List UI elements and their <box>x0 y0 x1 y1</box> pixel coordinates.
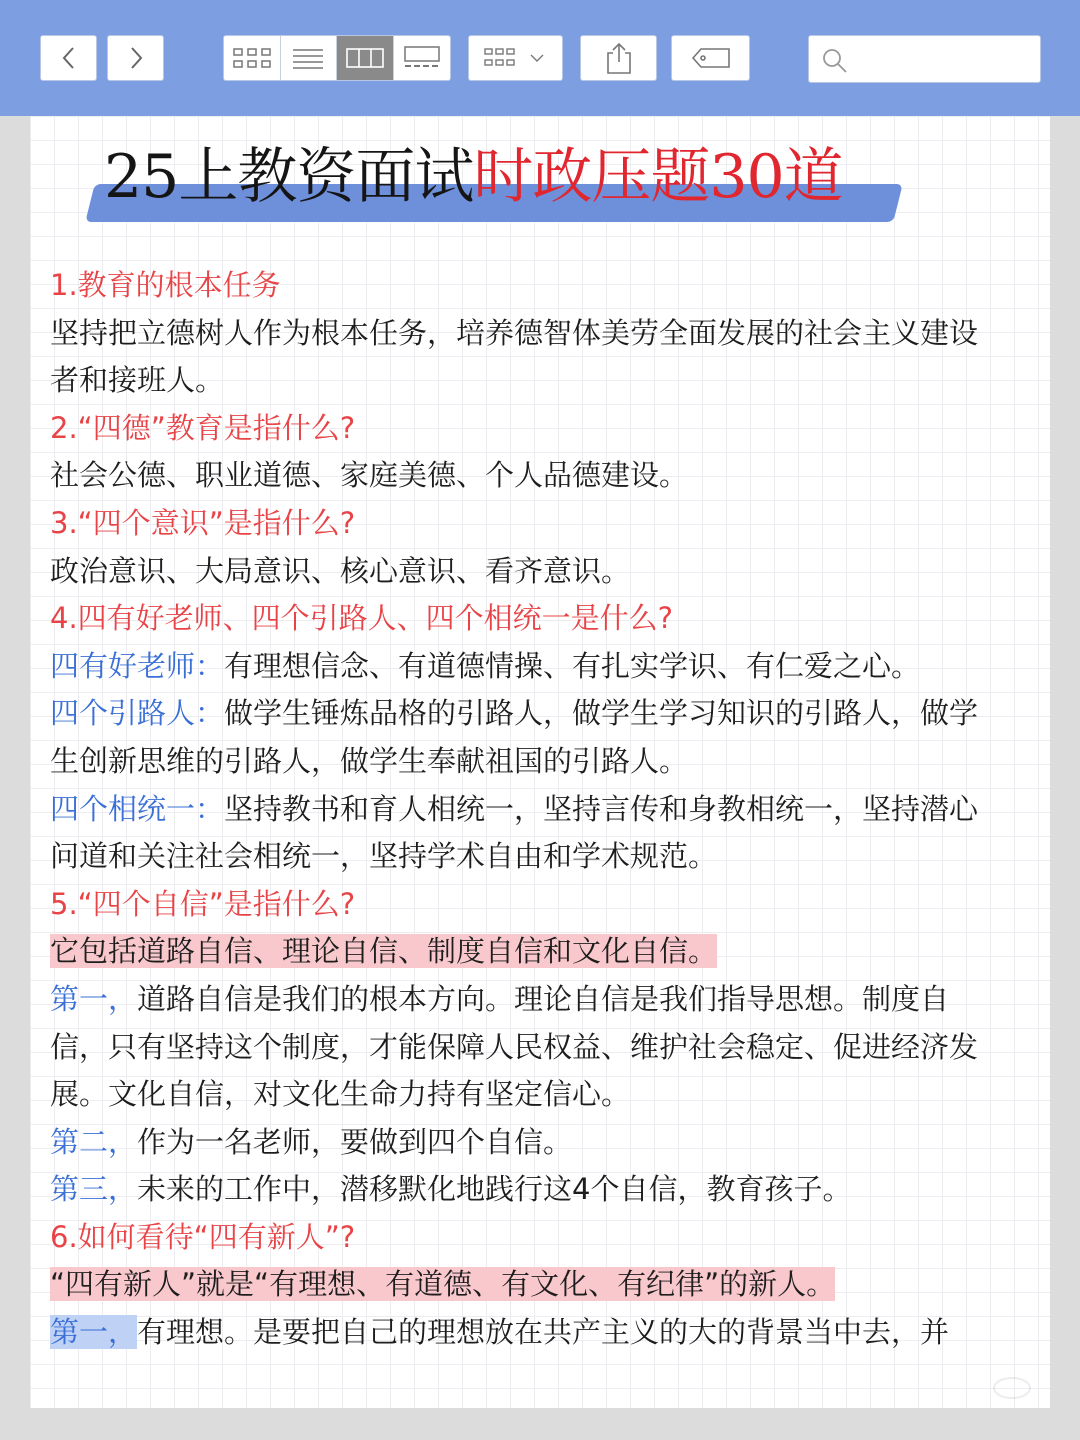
chevron-left-icon <box>59 45 79 71</box>
search-icon <box>821 47 849 75</box>
text-line <box>50 690 1040 738</box>
tag-icon <box>691 46 731 70</box>
text-line <box>50 1119 1040 1167</box>
body-text: 展。文化自信，对文化生命力持有坚定信心。 <box>50 1077 631 1112</box>
text-line <box>50 881 1040 929</box>
highlighted-text: “四有新人”就是“有理想、有道德、有文化、有纪律”的新人。 <box>50 1267 836 1302</box>
question-heading: 1.教育的根本任务 <box>50 268 281 302</box>
text-line <box>50 262 1040 310</box>
share-icon <box>604 41 634 75</box>
note-content <box>50 262 1040 1357</box>
icon-grid-icon <box>232 45 272 71</box>
watermark-logo <box>992 1376 1032 1400</box>
text-line <box>50 452 1040 500</box>
body-text: 问道和关注社会相统一，坚持学术自由和学术规范。 <box>50 839 718 874</box>
text-line <box>50 595 1040 643</box>
page-title <box>104 142 843 212</box>
text-line <box>50 500 1040 548</box>
back-button[interactable] <box>40 35 97 81</box>
point-label: 第二， <box>50 1124 138 1159</box>
highlighted-text: 它包括道路自信、理论自信、制度自信和文化自信。 <box>50 934 718 969</box>
question-heading: 4.四有好老师、四个引路人、四个相统一是什么? <box>50 601 674 636</box>
grid-dropdown-icon <box>481 45 551 71</box>
text-line <box>50 1024 1040 1072</box>
list-icon <box>291 46 325 70</box>
question-heading: 2.“四德”教育是指什么? <box>50 410 356 445</box>
text-line <box>50 1071 1040 1119</box>
body-text: 作为一名老师，要做到四个自信。 <box>137 1124 573 1159</box>
body-text: 者和接班人。 <box>50 363 225 398</box>
text-line <box>50 357 1040 405</box>
body-text: 有理想。是要把自己的理想放在共产主义的大的背景当中去，并 <box>137 1315 950 1350</box>
group-by-dropdown[interactable] <box>468 35 563 81</box>
icon-view-button[interactable] <box>224 36 281 80</box>
text-line <box>50 833 1040 881</box>
body-text: 社会公德、职业道德、家庭美德、个人品德建设。 <box>50 458 689 493</box>
point-label: 第一， <box>50 981 138 1016</box>
text-line <box>50 1214 1040 1262</box>
search-input[interactable] <box>857 44 1036 76</box>
point-label: 四个相统一： <box>50 791 225 826</box>
list-view-button[interactable] <box>281 36 338 80</box>
tag-button[interactable] <box>671 35 750 81</box>
text-line <box>50 1166 1040 1214</box>
question-heading: 6.如何看待“四有新人”? <box>50 1219 356 1254</box>
point-label: 四有好老师： <box>50 648 225 683</box>
point-label: 第三， <box>50 1172 138 1207</box>
body-text: 信，只有坚持这个制度，才能保障人民权益、维护社会稳定、促进经济发 <box>50 1029 979 1064</box>
note-page <box>30 116 1050 1408</box>
gallery-icon <box>403 45 441 71</box>
text-line <box>50 310 1040 358</box>
text-line <box>50 405 1040 453</box>
chevron-right-icon <box>126 45 146 71</box>
text-line <box>50 548 1040 596</box>
body-text: 未来的工作中，潜移默化地践行这4个自信，教育孩子。 <box>137 1172 852 1207</box>
body-text: 政治意识、大局意识、核心意识、看齐意识。 <box>50 553 631 588</box>
text-line <box>50 928 1040 976</box>
text-line <box>50 1309 1040 1357</box>
search-field[interactable] <box>808 35 1041 83</box>
question-heading: 3.“四个意识”是指什么? <box>50 505 356 540</box>
body-text: 坚持把立德树人作为根本任务，培养德智体美劳全面发展的社会主义建设 <box>50 315 979 350</box>
column-view-button[interactable] <box>337 36 394 80</box>
view-mode-group <box>223 35 451 81</box>
toolbar <box>0 0 1080 116</box>
share-button[interactable] <box>580 35 657 81</box>
point-label: 第一， <box>50 1315 138 1350</box>
text-line <box>50 643 1040 691</box>
body-text: 道路自信是我们的根本方向。理论自信是我们指导思想。制度自 <box>137 981 950 1016</box>
text-line <box>50 786 1040 834</box>
text-line <box>50 1261 1040 1309</box>
text-line <box>50 976 1040 1024</box>
columns-icon <box>346 47 384 69</box>
title-part-black: 25上教资面试 <box>104 142 474 212</box>
question-heading: 5.“四个自信”是指什么? <box>50 886 356 921</box>
body-text: 生创新思维的引路人，做学生奉献祖国的引路人。 <box>50 743 689 778</box>
body-text: 坚持教书和育人相统一，坚持言传和身教相统一，坚持潜心 <box>224 791 979 826</box>
body-text: 做学生锤炼品格的引路人，做学生学习知识的引路人，做学 <box>224 696 979 731</box>
text-line <box>50 738 1040 786</box>
point-label: 四个引路人： <box>50 696 225 731</box>
gallery-view-button[interactable] <box>394 36 450 80</box>
body-text: 有理想信念、有道德情操、有扎实学识、有仁爱之心。 <box>224 648 921 683</box>
forward-button[interactable] <box>107 35 164 81</box>
title-area <box>90 136 910 226</box>
title-part-red: 时政压题30道 <box>473 142 843 212</box>
